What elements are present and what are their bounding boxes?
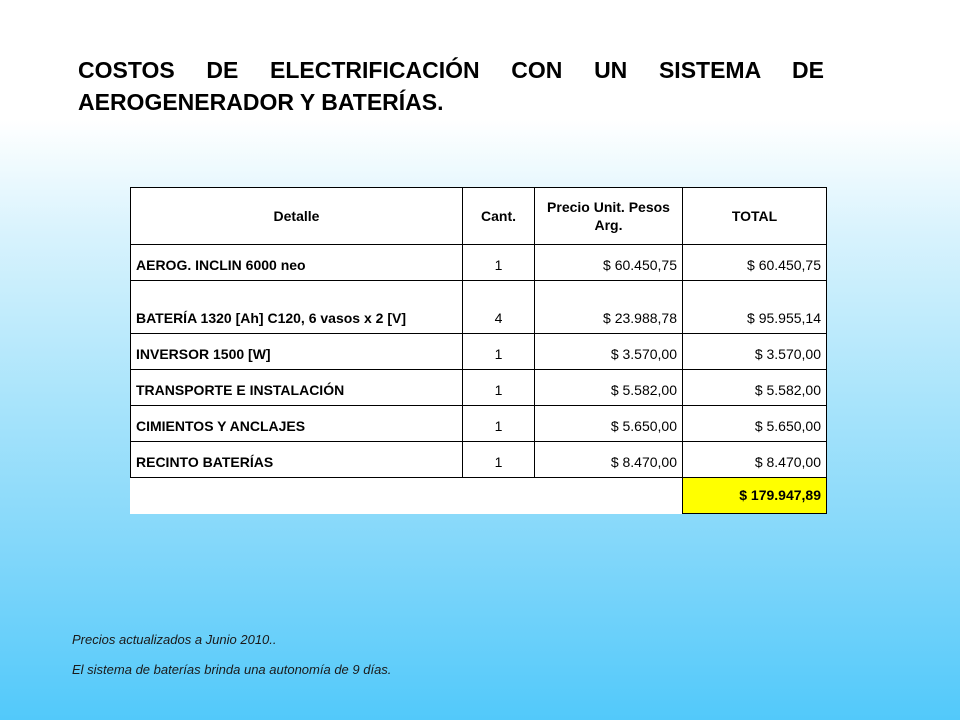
header-precio: Precio Unit. Pesos Arg. [535,188,683,245]
table-header-row [131,188,827,245]
cell-cant: 1 [463,406,535,442]
cell-detalle: BATERÍA 1320 [Ah] C120, 6 vasos x 2 [V] [131,281,463,334]
cell-cant: 1 [463,245,535,281]
grand-total-cell: $ 179.947,89 [683,478,827,514]
cell-total: $ 8.470,00 [683,442,827,478]
cell-precio: $ 23.988,78 [535,281,683,334]
cell-total: $ 60.450,75 [683,245,827,281]
slide-title: COSTOS DE ELECTRIFICACIÓN CON UN SISTEMA DE AEROGENERADOR Y BATERÍAS. [78,57,824,115]
footnote-autonomy: El sistema de baterías brinda una autonomía de 9 días. [72,662,392,677]
cell-detalle: INVERSOR 1500 [W] [131,334,463,370]
cell-cant: 4 [463,281,535,334]
blank-cell [131,478,463,514]
cell-detalle: AEROG. INCLIN 6000 neo [131,245,463,281]
cell-detalle: RECINTO BATERÍAS [131,442,463,478]
cell-precio: $ 8.470,00 [535,442,683,478]
cost-table-container [130,187,827,514]
table-row [131,442,827,478]
cost-table [130,187,827,514]
cell-precio: $ 5.582,00 [535,370,683,406]
header-total: TOTAL [683,188,827,245]
cell-precio: $ 5.650,00 [535,406,683,442]
cell-precio: $ 3.570,00 [535,334,683,370]
cell-cant: 1 [463,370,535,406]
cell-cant: 1 [463,334,535,370]
cell-precio: $ 60.450,75 [535,245,683,281]
blank-cell [463,478,535,514]
footnote-prices-date: Precios actualizados a Junio 2010.. [72,632,277,647]
cell-total: $ 5.582,00 [683,370,827,406]
cell-total: $ 95.955,14 [683,281,827,334]
table-row [131,334,827,370]
table-row [131,245,827,281]
cell-detalle: TRANSPORTE E INSTALACIÓN [131,370,463,406]
table-row [131,370,827,406]
header-detalle: Detalle [131,188,463,245]
table-row [131,281,827,334]
header-cant: Cant. [463,188,535,245]
blank-cell [535,478,683,514]
cell-detalle: CIMIENTOS Y ANCLAJES [131,406,463,442]
table-row [131,406,827,442]
cell-total: $ 5.650,00 [683,406,827,442]
cell-total: $ 3.570,00 [683,334,827,370]
grand-total-row [131,478,827,514]
cell-cant: 1 [463,442,535,478]
